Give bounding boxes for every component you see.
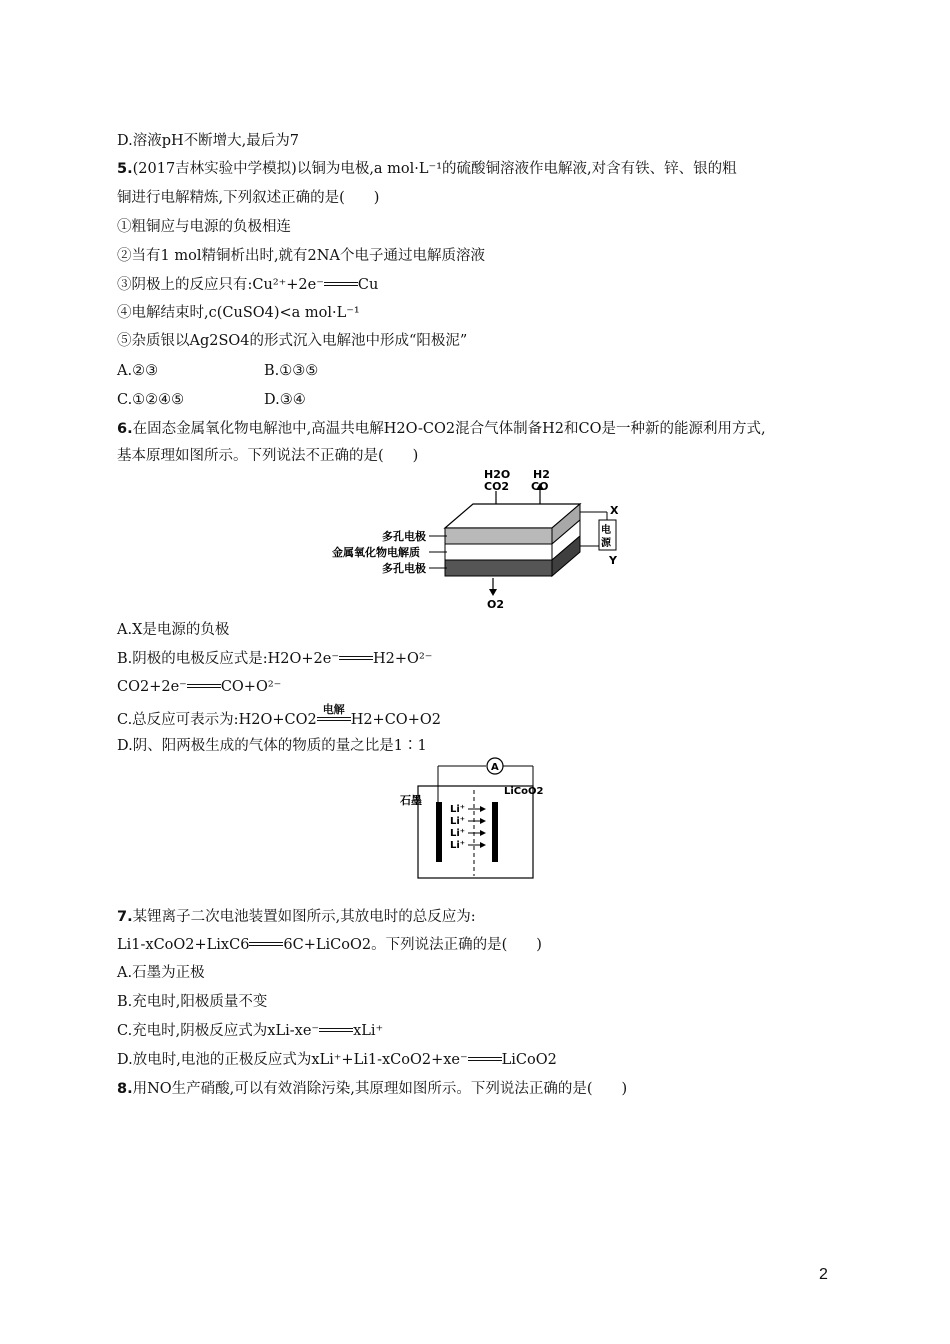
li-ion-row-4 [450, 840, 486, 851]
li-ion-arrowhead [480, 818, 486, 824]
q6-option-d: D.阴、阳两极生成的气体的物质的量之比是1∶1 [117, 738, 427, 754]
q5-statement-4: ④电解结束时,c(CuSO4)<a mol·L⁻¹ [117, 305, 360, 321]
q6-number: 6. [117, 421, 133, 437]
q5-s3-right: Cu [357, 277, 379, 293]
q7-option-d [117, 1050, 557, 1070]
label-x: X [610, 504, 619, 517]
q5-option-d: D.③④ [264, 392, 306, 408]
graphite-electrode [436, 802, 442, 862]
li-ion-row-2 [450, 816, 486, 827]
q6-c-right: H2+CO+O2 [350, 712, 441, 728]
page-number: 2 [819, 1266, 828, 1283]
ammeter-label: A [491, 762, 499, 773]
q7-option-a: A.石墨为正极 [117, 965, 205, 981]
li-ion-arrowhead [480, 842, 486, 848]
label-h2: H2 [533, 468, 550, 481]
label-o2: O2 [487, 598, 505, 611]
q6-stem-line1 [117, 419, 766, 439]
equals-sign [249, 940, 283, 950]
equals-sign [468, 1055, 502, 1065]
li-ion-label: Li⁺ [450, 816, 466, 827]
label-porous-electrode-bottom: 多孔电极 [382, 562, 426, 575]
q6-option-c [117, 703, 441, 730]
li-ion-row-1 [450, 804, 486, 815]
label-co: CO [531, 480, 549, 493]
q7-stem-line2 [117, 935, 542, 955]
q8-number: 8. [117, 1081, 133, 1097]
label-y: Y [609, 554, 617, 567]
equals-sign [319, 1026, 353, 1036]
q6-c-left: C.总反应可表示为:H2O+CO2 [117, 712, 317, 728]
q5-stem-text1: (2017吉林实验中学模拟)以铜为电极,a mol·L⁻¹的硫酸铜溶液作电解液,对含有铁、锌、银的粗 [132, 161, 737, 177]
q6-b1-right: H2+O²⁻ [373, 651, 433, 667]
label-licoo2: LiCoO2 [504, 786, 544, 797]
q7-option-c [117, 1021, 383, 1041]
q5-option-a: A.②③ [117, 363, 159, 379]
q6-option-a: A.X是电源的负极 [117, 622, 230, 638]
li-ion-arrowhead [480, 830, 486, 836]
label-co2: CO2 [484, 480, 510, 493]
top-porous-electrode [445, 528, 552, 544]
q7-c-right: xLi⁺ [353, 1023, 384, 1039]
q5-statement-1: ①粗铜应与电源的负极相连 [117, 219, 291, 235]
q5-stem-line1 [117, 159, 737, 179]
li-ion-row-3 [450, 828, 486, 839]
label-graphite: 石墨 [400, 794, 422, 807]
label-power-2: 源 [601, 538, 611, 549]
q6-stem-line2: 基本原理如图所示。下列说法不正确的是( ) [117, 448, 419, 464]
bottom-porous-electrode [445, 560, 552, 576]
q7-stem2-left: Li1-xCoO2+LixC6 [117, 937, 250, 953]
battery-container [418, 786, 533, 878]
q5-option-b-wrap: B.①③⑤ [264, 363, 319, 379]
q5-options-ab [117, 361, 158, 381]
q5-stem-line2: 铜进行电解精炼,下列叙述正确的是( ) [117, 190, 380, 206]
q5-number: 5. [117, 161, 133, 177]
li-ion-arrowhead [480, 806, 486, 812]
electrolyte-layer [445, 544, 552, 560]
q5-statement-2: ②当有1 mol精铜析出时,就有2NA个电子通过电解质溶液 [117, 248, 485, 264]
lithium-battery-diagram [400, 756, 560, 880]
equals-sign-condition [317, 703, 351, 725]
q7-d-left: D.放电时,电池的正极反应式为xLi⁺+Li1-xCoO2+xe⁻ [117, 1052, 468, 1068]
label-power-1: 电 [601, 525, 611, 536]
label-electrolyte: 金属氧化物电解质 [332, 546, 420, 559]
li-ion-label: Li⁺ [450, 840, 466, 851]
arrow-o2-head [489, 589, 497, 596]
q6-b2-right: CO+O²⁻ [220, 679, 282, 695]
equals-sign [187, 682, 221, 692]
equals-sign [324, 280, 358, 290]
q5-option-c: C.①②④⑤ [117, 392, 185, 408]
q6-option-b-line1 [117, 649, 432, 669]
q7-d-right: LiCoO2 [501, 1052, 557, 1068]
li-ion-label: Li⁺ [450, 804, 466, 815]
q7-c-left: C.充电时,阴极反应式为xLi-xe⁻ [117, 1023, 320, 1039]
q7-stem2-right: 6C+LiCoO2。下列说法正确的是( ) [283, 937, 542, 953]
q5-s3-left: ③阴极上的反应只有:Cu²⁺+2e⁻ [117, 277, 324, 293]
q6-b1-left: B.阴极的电极反应式是:H2O+2e⁻ [117, 651, 340, 667]
q4-option-d: D.溶液pH不断增大,最后为7 [117, 133, 299, 149]
condition-electrolysis: 电解 [322, 703, 345, 716]
q7-stem-line1 [117, 907, 476, 927]
equals-sign [339, 654, 373, 664]
q8-stem-text: 用NO生产硝酸,可以有效消除污染,其原理如图所示。下列说法正确的是( ) [132, 1081, 628, 1097]
q8-stem [117, 1079, 627, 1099]
q6-b2-left: CO2+2e⁻ [117, 679, 187, 695]
q5-statement-3 [117, 275, 378, 295]
electrolysis-cell-diagram [325, 466, 635, 612]
label-h2o: H2O [484, 468, 511, 481]
q7-option-b: B.充电时,阳极质量不变 [117, 994, 268, 1010]
q7-stem-text1: 某锂离子二次电池装置如图所示,其放电时的总反应为: [132, 909, 476, 925]
q7-number: 7. [117, 909, 133, 925]
li-ion-label: Li⁺ [450, 828, 466, 839]
licoo2-electrode [492, 802, 498, 862]
label-porous-electrode-top: 多孔电极 [382, 530, 426, 543]
q6-stem-text1: 在固态金属氧化物电解池中,高温共电解H2O-CO2混合气体制备H2和CO是一种新的能源利用方式, [132, 421, 766, 437]
q5-statement-5: ⑤杂质银以Ag2SO4的形式沉入电解池中形成“阳极泥” [117, 333, 468, 349]
q6-option-b-line2 [117, 677, 281, 697]
